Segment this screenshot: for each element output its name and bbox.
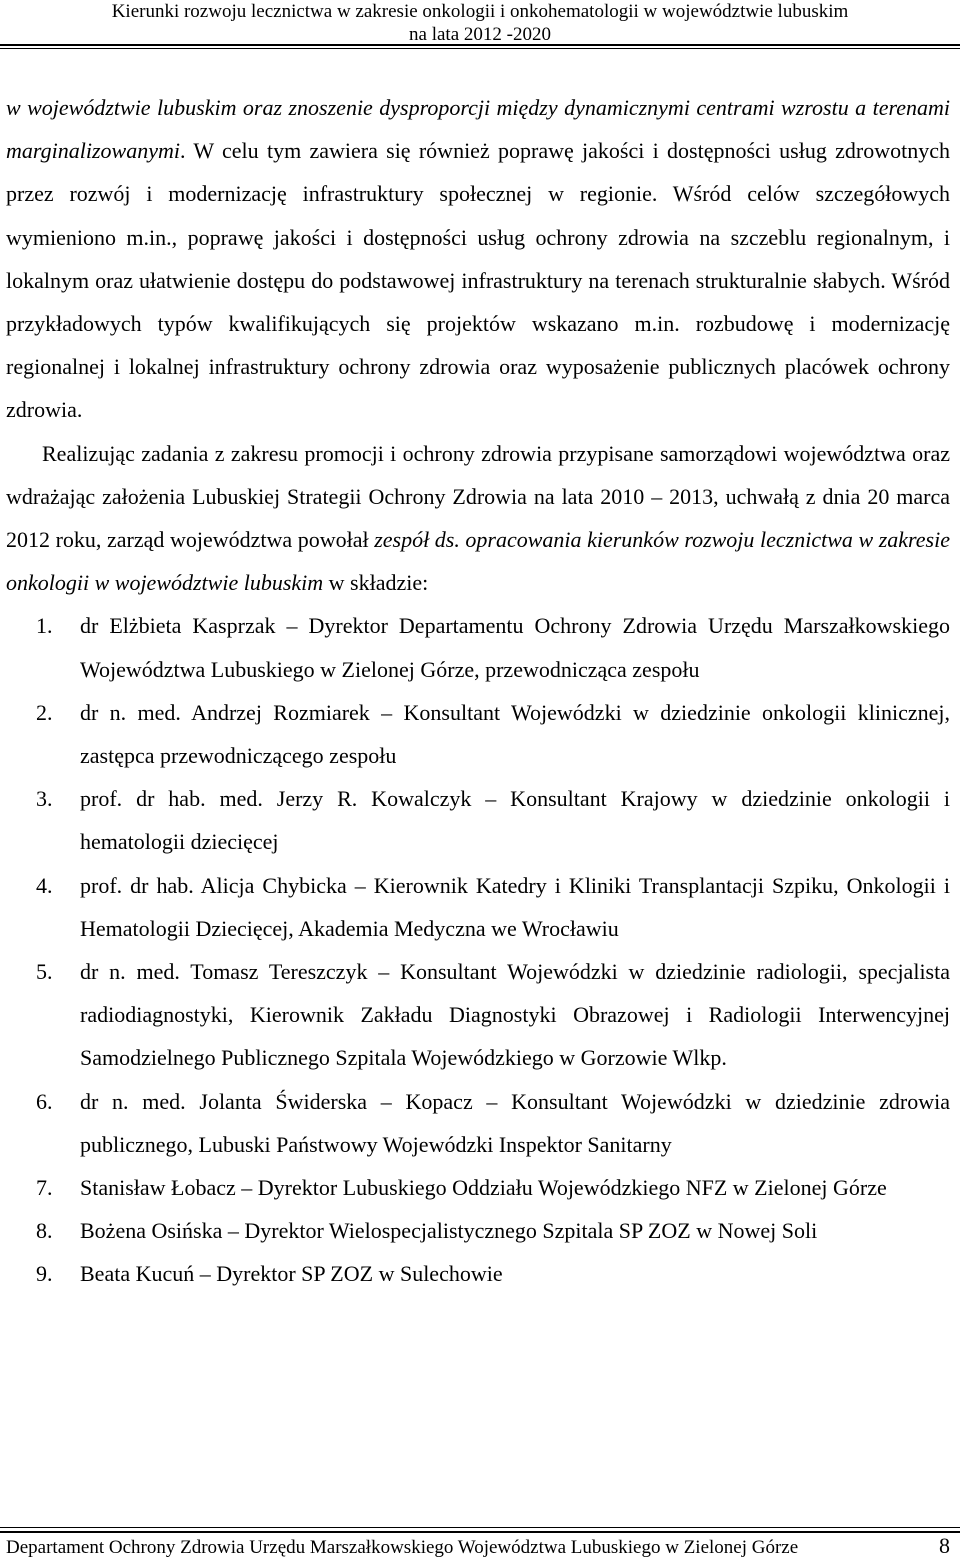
list-item-number: 9. bbox=[36, 1261, 53, 1287]
footer-rule-thin bbox=[0, 1527, 960, 1528]
page-footer bbox=[6, 1533, 950, 1559]
list-item bbox=[6, 1209, 950, 1252]
list-item-text: Bożena Osińska – Dyrektor Wielospecjalistycznego Szpitala SP ZOZ w Nowej Soli bbox=[80, 1218, 818, 1244]
footer-rule bbox=[0, 1531, 960, 1533]
list-item-number: 7. bbox=[36, 1175, 53, 1201]
header-title: Kierunki rozwoju lecznictwa w zakresie onkologii i onkohematologii w województwie lubuskim bbox=[111, 1, 849, 22]
team-name: zespół ds. opracowania kierunków rozwoju lecznictwa w zakresie onkologii w województwie lubuskim bbox=[6, 527, 950, 596]
list-item-text: prof. dr hab. med. Jerzy R. Kowalczyk – Konsultant Krajowy w dziedzinie onkologii i hematologii dziecięcej bbox=[80, 786, 950, 855]
members-list bbox=[6, 604, 950, 1295]
list-item-number: 8. bbox=[36, 1218, 53, 1244]
list-item bbox=[6, 864, 950, 950]
list-item bbox=[6, 1166, 950, 1209]
list-item bbox=[6, 1080, 950, 1166]
list-item bbox=[6, 691, 950, 777]
list-item-text: Stanisław Łobacz – Dyrektor Lubuskiego Oddziału Wojewódzkiego NFZ w Zielonej Górze bbox=[80, 1175, 887, 1201]
list-item bbox=[6, 777, 950, 863]
list-item-number: 4. bbox=[36, 872, 53, 898]
list-item-text: dr Elżbieta Kasprzak – Dyrektor Departamentu Ochrony Zdrowia Urzędu Marszałkowskiego Województwa Lubuskiego w Zielonej Górze, przewodnicząca zespołu bbox=[80, 613, 950, 682]
header-rule bbox=[0, 44, 960, 46]
list-item-text: prof. dr hab. Alicja Chybicka – Kierownik Katedry i Kliniki Transplantacji Szpiku, Onkologii i Hematologii Dziecięcej, Akademia Medyczna we Wrocławiu bbox=[80, 872, 950, 941]
list-item-number: 3. bbox=[36, 786, 53, 812]
list-item-text: dr n. med. Tomasz Tereszczyk – Konsultant Wojewódzki w dziedzinie radiologii, specjalista radiodiagnostyki, Kierownik Zakładu Diagnostyki Obrazowej i Radiologii Interwencyjnej Samodzielnego Publicznego Szpitala Wojewódzkiego w Gorzowie Wlkp. bbox=[80, 959, 950, 1071]
page-number: 8 bbox=[939, 1533, 950, 1558]
document-body bbox=[6, 86, 950, 1296]
paragraph-2-end: w składzie: bbox=[323, 570, 429, 596]
list-item-number: 2. bbox=[36, 699, 53, 725]
paragraph-2 bbox=[6, 432, 950, 605]
footer-text: Departament Ochrony Zdrowia Urzędu Marszałkowskiego Województwa Lubuskiego w Zielonej Górze bbox=[6, 1537, 799, 1558]
list-item-number: 1. bbox=[36, 613, 53, 639]
header-rule-thin bbox=[0, 48, 960, 49]
list-item bbox=[6, 1252, 950, 1295]
list-item-text: dr n. med. Andrzej Rozmiarek – Konsultant Wojewódzki w dziedzinie onkologii klinicznej, zastępca przewodniczącego zespołu bbox=[80, 699, 950, 769]
list-item-number: 6. bbox=[36, 1088, 53, 1114]
paragraph-1 bbox=[6, 86, 950, 432]
list-item bbox=[6, 604, 950, 690]
header-years: na lata 2012 -2020 bbox=[409, 24, 551, 45]
list-item-text: Beata Kucuń – Dyrektor SP ZOZ w Sulechowie bbox=[80, 1261, 503, 1287]
paragraph-1-text: . W celu tym zawiera się również poprawę jakości i dostępności usług zdrowotnych przez rozwój i modernizację infrastruktury społecznej w regionie. Wśród celów szczegółowych wymieniono m.in., poprawę jakości i dostępności usług ochrony zdrowia na szczeblu regionalnym, i lokalnym oraz ułatwienie dostępu do podstawowej infrastruktury na terenach strukturalnie słabych. Wśród przykładowych typów kwalifikujących się projektów wskazano m.in. rozbudowę i modernizację regionalnej i lokalnej infrastruktury ochrony zdrowia oraz wyposażenie publicznych placówek ochrony zdrowia. bbox=[6, 138, 950, 423]
list-item-text: dr n. med. Jolanta Świderska – Kopacz – Konsultant Wojewódzki w dziedzinie zdrowia publicznego, Lubuski Państwowy Wojewódzki Inspektor Sanitarny bbox=[80, 1088, 950, 1157]
paragraph-1-italic: w województwie lubuskim oraz znoszenie dysproporcji między dynamicznymi centrami wzrostu a terenami marginalizowanymi bbox=[6, 95, 950, 164]
list-item bbox=[6, 950, 950, 1080]
page-header bbox=[0, 0, 960, 46]
list-item-number: 5. bbox=[36, 959, 53, 985]
paragraph-2-start: Realizując zadania z zakresu promocji i ochrony zdrowia przypisane samorządowi województwa oraz wdrażając założenia Lubuskiej Strategii Ochrony Zdrowia na lata 2010 – 2013, uchwałą z dnia 20 marca 2012 roku, zarząd województwa powołał bbox=[6, 440, 950, 553]
